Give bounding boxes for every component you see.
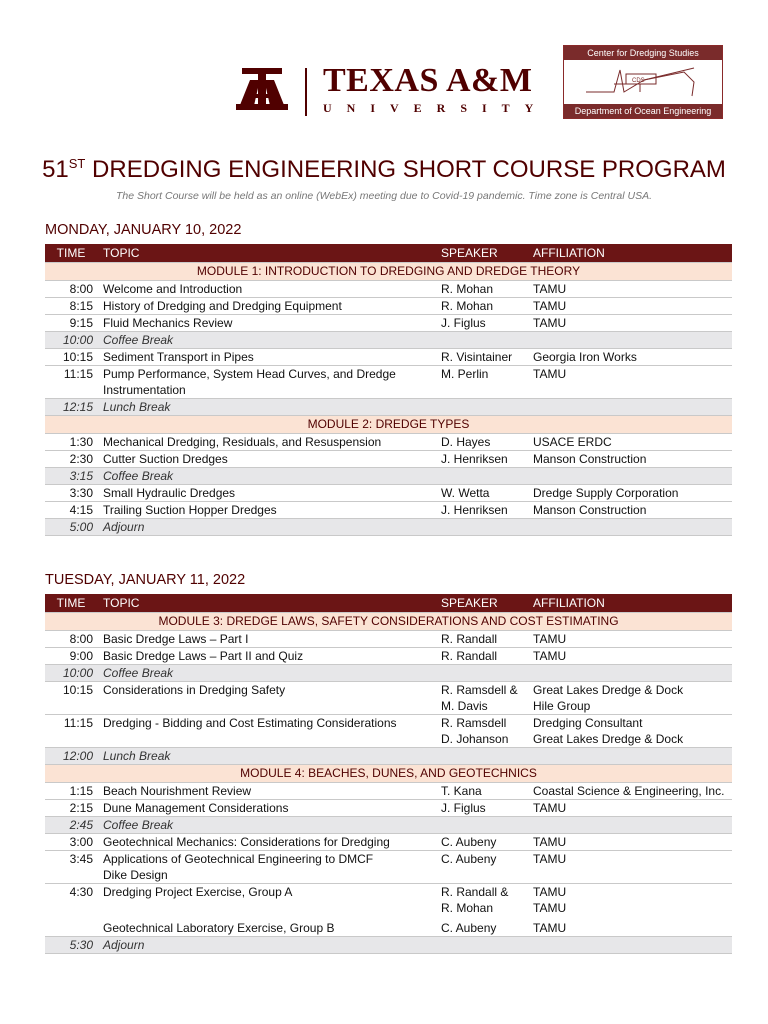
row-topic: Coffee Break bbox=[99, 332, 732, 349]
row-time: 5:30 bbox=[45, 937, 99, 954]
table-row bbox=[45, 298, 732, 315]
row-topic: Fluid Mechanics Review bbox=[103, 316, 233, 330]
row-affiliation bbox=[529, 884, 732, 917]
page-header bbox=[0, 0, 768, 140]
row-affiliation: TAMU bbox=[533, 632, 567, 646]
row-time: 1:15 bbox=[69, 784, 93, 798]
break-row bbox=[45, 937, 732, 954]
row-topic-line: Pump Performance, System Head Curves, and Dredge bbox=[103, 367, 396, 381]
row-topic: Trailing Suction Hopper Dredges bbox=[103, 503, 277, 517]
row-topic bbox=[99, 366, 437, 399]
row-speaker: J. Henriksen bbox=[441, 503, 508, 517]
table-row bbox=[45, 800, 732, 817]
row-time: 2:30 bbox=[69, 452, 93, 466]
row-time: 10:00 bbox=[45, 332, 99, 349]
col-topic: TOPIC bbox=[99, 244, 437, 263]
row-affiliation: TAMU bbox=[533, 367, 567, 381]
row-topic: Lunch Break bbox=[99, 748, 732, 765]
dredge-drawing-icon bbox=[584, 62, 702, 102]
row-topic: Basic Dredge Laws – Part II and Quiz bbox=[103, 649, 304, 663]
row-affiliation: TAMU bbox=[533, 316, 567, 330]
row-affiliation: Manson Construction bbox=[533, 452, 647, 466]
row-topic: Small Hydraulic Dredges bbox=[103, 486, 236, 500]
module-title: MODULE 4: BEACHES, DUNES, AND GEOTECHNICS bbox=[45, 765, 732, 783]
row-speaker-line: M. Davis bbox=[441, 699, 488, 713]
row-speaker-line: R. Ramsdell bbox=[441, 716, 507, 730]
row-affiliation: Dredge Supply Corporation bbox=[533, 486, 679, 500]
row-time: 11:15 bbox=[63, 716, 93, 730]
row-speaker-line: D. Johanson bbox=[441, 732, 509, 746]
module-row bbox=[45, 765, 732, 783]
row-topic: Dredging Project Exercise, Group A bbox=[103, 885, 293, 899]
table-header-row bbox=[45, 594, 732, 613]
row-topic: Sediment Transport in Pipes bbox=[103, 350, 254, 364]
row-speaker: J. Henriksen bbox=[441, 452, 508, 466]
row-speaker bbox=[437, 884, 529, 917]
row-topic: Dredging - Bidding and Cost Estimating Considerations bbox=[103, 716, 397, 730]
row-speaker: R. Randall bbox=[441, 632, 498, 646]
row-time: 3:30 bbox=[69, 486, 93, 500]
row-affiliation: TAMU bbox=[533, 852, 567, 866]
row-speaker: D. Hayes bbox=[441, 435, 491, 449]
row-topic: Coffee Break bbox=[99, 468, 732, 485]
row-time: 11:15 bbox=[63, 367, 93, 381]
row-affiliation-line: Dredging Consultant bbox=[533, 716, 643, 730]
cds-top-label: Center for Dredging Studies bbox=[564, 46, 722, 60]
cds-drawing-label: CDS bbox=[632, 78, 645, 84]
row-topic: History of Dredging and Dredging Equipment bbox=[103, 299, 342, 313]
row-speaker: C. Aubeny bbox=[441, 921, 497, 935]
row-topic-line: Dike Design bbox=[103, 868, 168, 882]
break-row bbox=[45, 519, 732, 536]
row-affiliation-line: Hile Group bbox=[533, 699, 591, 713]
row-topic: Considerations in Dredging Safety bbox=[103, 683, 286, 697]
col-time: TIME bbox=[45, 244, 99, 263]
table-row bbox=[45, 366, 732, 399]
cds-logo bbox=[563, 45, 723, 119]
row-affiliation: TAMU bbox=[533, 801, 567, 815]
row-affiliation-line: Great Lakes Dredge & Dock bbox=[533, 732, 684, 746]
page-title bbox=[0, 156, 768, 184]
row-affiliation: TAMU bbox=[533, 649, 567, 663]
row-time: 8:15 bbox=[69, 299, 93, 313]
row-time: 2:45 bbox=[45, 817, 99, 834]
row-topic: Adjourn bbox=[99, 519, 732, 536]
col-affiliation: AFFILIATION bbox=[529, 244, 732, 263]
table-row bbox=[45, 648, 732, 665]
logo-divider bbox=[305, 68, 307, 116]
university-subtitle: UNIVERSITY bbox=[323, 101, 549, 115]
row-affiliation: TAMU bbox=[533, 835, 567, 849]
table-row bbox=[45, 682, 732, 715]
row-affiliation bbox=[529, 682, 732, 715]
page-subtitle: The Short Course will be held as an online (WebEx) meeting due to Covid-19 pandemic. Time zone is Central USA. bbox=[115, 190, 653, 202]
row-topic: Coffee Break bbox=[99, 817, 732, 834]
title-text: DREDGING ENGINEERING SHORT COURSE PROGRAM bbox=[85, 156, 726, 183]
break-row bbox=[45, 468, 732, 485]
row-topic: Welcome and Introduction bbox=[103, 282, 243, 296]
table-row bbox=[45, 485, 732, 502]
row-topic: Adjourn bbox=[99, 937, 732, 954]
module-row bbox=[45, 613, 732, 631]
row-time: 1:30 bbox=[69, 435, 93, 449]
row-topic-line: Instrumentation bbox=[103, 383, 186, 397]
tuesday-heading: TUESDAY, JANUARY 11, 2022 bbox=[45, 572, 246, 588]
module-row bbox=[45, 416, 732, 434]
row-time: 12:15 bbox=[45, 399, 99, 416]
col-speaker: SPEAKER bbox=[437, 244, 529, 263]
row-speaker: T. Kana bbox=[441, 784, 482, 798]
row-speaker: C. Aubeny bbox=[441, 835, 497, 849]
title-ordinal: ST bbox=[68, 156, 86, 171]
table-row bbox=[45, 451, 732, 468]
row-topic: Beach Nourishment Review bbox=[103, 784, 252, 798]
break-row bbox=[45, 817, 732, 834]
col-time: TIME bbox=[45, 594, 99, 613]
table-row bbox=[45, 349, 732, 366]
table-row bbox=[45, 851, 732, 884]
row-time bbox=[45, 916, 99, 937]
monday-heading: MONDAY, JANUARY 10, 2022 bbox=[45, 222, 242, 238]
row-speaker: W. Wetta bbox=[441, 486, 490, 500]
table-row bbox=[45, 315, 732, 332]
row-speaker: J. Figlus bbox=[441, 801, 486, 815]
table-row bbox=[45, 434, 732, 451]
row-time: 3:00 bbox=[69, 835, 93, 849]
row-speaker-line: R. Ramsdell & bbox=[441, 683, 518, 697]
row-time: 5:00 bbox=[45, 519, 99, 536]
monday-schedule-table bbox=[45, 244, 732, 536]
row-time: 8:00 bbox=[69, 282, 93, 296]
table-row bbox=[45, 884, 732, 917]
row-affiliation bbox=[529, 715, 732, 748]
tuesday-schedule-table bbox=[45, 594, 732, 954]
row-affiliation: TAMU bbox=[533, 282, 567, 296]
row-topic: Geotechnical Laboratory Exercise, Group B bbox=[103, 921, 335, 935]
row-time: 12:00 bbox=[45, 748, 99, 765]
table-row bbox=[45, 916, 732, 937]
row-time: 3:45 bbox=[69, 852, 93, 866]
col-speaker: SPEAKER bbox=[437, 594, 529, 613]
row-time: 3:15 bbox=[45, 468, 99, 485]
row-topic: Geotechnical Mechanics: Considerations for Dredging bbox=[103, 835, 390, 849]
col-topic: TOPIC bbox=[99, 594, 437, 613]
table-header-row bbox=[45, 244, 732, 263]
row-topic: Dune Management Considerations bbox=[103, 801, 289, 815]
title-number: 51 bbox=[42, 156, 69, 183]
row-time: 10:15 bbox=[62, 683, 93, 697]
university-name: TEXAS A&M bbox=[323, 62, 533, 99]
row-topic: Basic Dredge Laws – Part I bbox=[103, 632, 249, 646]
table-row bbox=[45, 631, 732, 648]
row-time: 10:15 bbox=[62, 350, 93, 364]
table-row bbox=[45, 715, 732, 748]
row-affiliation-line: TAMU bbox=[533, 901, 567, 915]
row-time: 9:15 bbox=[69, 316, 93, 330]
row-affiliation: Coastal Science & Engineering, Inc. bbox=[533, 784, 725, 798]
row-speaker: R. Mohan bbox=[441, 299, 494, 313]
module-title: MODULE 1: INTRODUCTION TO DREDGING AND DREDGE THEORY bbox=[45, 263, 732, 281]
row-affiliation: TAMU bbox=[533, 921, 567, 935]
row-topic: Cutter Suction Dredges bbox=[103, 452, 228, 466]
row-time: 2:15 bbox=[69, 801, 93, 815]
row-affiliation: USACE ERDC bbox=[533, 435, 612, 449]
row-time: 4:30 bbox=[69, 885, 93, 899]
row-speaker-line: R. Randall & bbox=[441, 885, 509, 899]
module-row bbox=[45, 263, 732, 281]
row-affiliation: TAMU bbox=[533, 299, 567, 313]
break-row bbox=[45, 665, 732, 682]
module-title: MODULE 2: DREDGE TYPES bbox=[45, 416, 732, 434]
table-row bbox=[45, 783, 732, 800]
cds-bottom-label: Department of Ocean Engineering bbox=[564, 104, 722, 118]
row-topic: Mechanical Dredging, Residuals, and Resuspension bbox=[103, 435, 382, 449]
break-row bbox=[45, 332, 732, 349]
row-speaker: R. Randall bbox=[441, 649, 498, 663]
col-affiliation: AFFILIATION bbox=[529, 594, 732, 613]
tamu-atm-logo-icon bbox=[236, 66, 288, 112]
row-time: 8:00 bbox=[69, 632, 93, 646]
break-row bbox=[45, 399, 732, 416]
row-speaker: J. Figlus bbox=[441, 316, 486, 330]
row-affiliation-line: TAMU bbox=[533, 885, 567, 899]
row-speaker bbox=[437, 715, 529, 748]
row-topic: Lunch Break bbox=[99, 399, 732, 416]
break-row bbox=[45, 748, 732, 765]
table-row bbox=[45, 281, 732, 298]
row-affiliation-line: Great Lakes Dredge & Dock bbox=[533, 683, 684, 697]
table-row bbox=[45, 834, 732, 851]
row-topic bbox=[99, 851, 437, 884]
row-affiliation: Georgia Iron Works bbox=[533, 350, 637, 364]
row-time: 9:00 bbox=[69, 649, 93, 663]
row-speaker: R. Mohan bbox=[441, 282, 494, 296]
row-speaker: R. Visintainer bbox=[441, 350, 513, 364]
row-speaker: M. Perlin bbox=[441, 367, 489, 381]
row-speaker-line: R. Mohan bbox=[441, 901, 494, 915]
row-affiliation: Manson Construction bbox=[533, 503, 647, 517]
row-topic: Coffee Break bbox=[99, 665, 732, 682]
row-speaker bbox=[437, 682, 529, 715]
table-row bbox=[45, 502, 732, 519]
row-time: 4:15 bbox=[69, 503, 93, 517]
module-title: MODULE 3: DREDGE LAWS, SAFETY CONSIDERATIONS AND COST ESTIMATING bbox=[45, 613, 732, 631]
row-topic-line: Applications of Geotechnical Engineering to DMCF bbox=[103, 852, 374, 866]
row-time: 10:00 bbox=[45, 665, 99, 682]
row-speaker: C. Aubeny bbox=[441, 852, 497, 866]
